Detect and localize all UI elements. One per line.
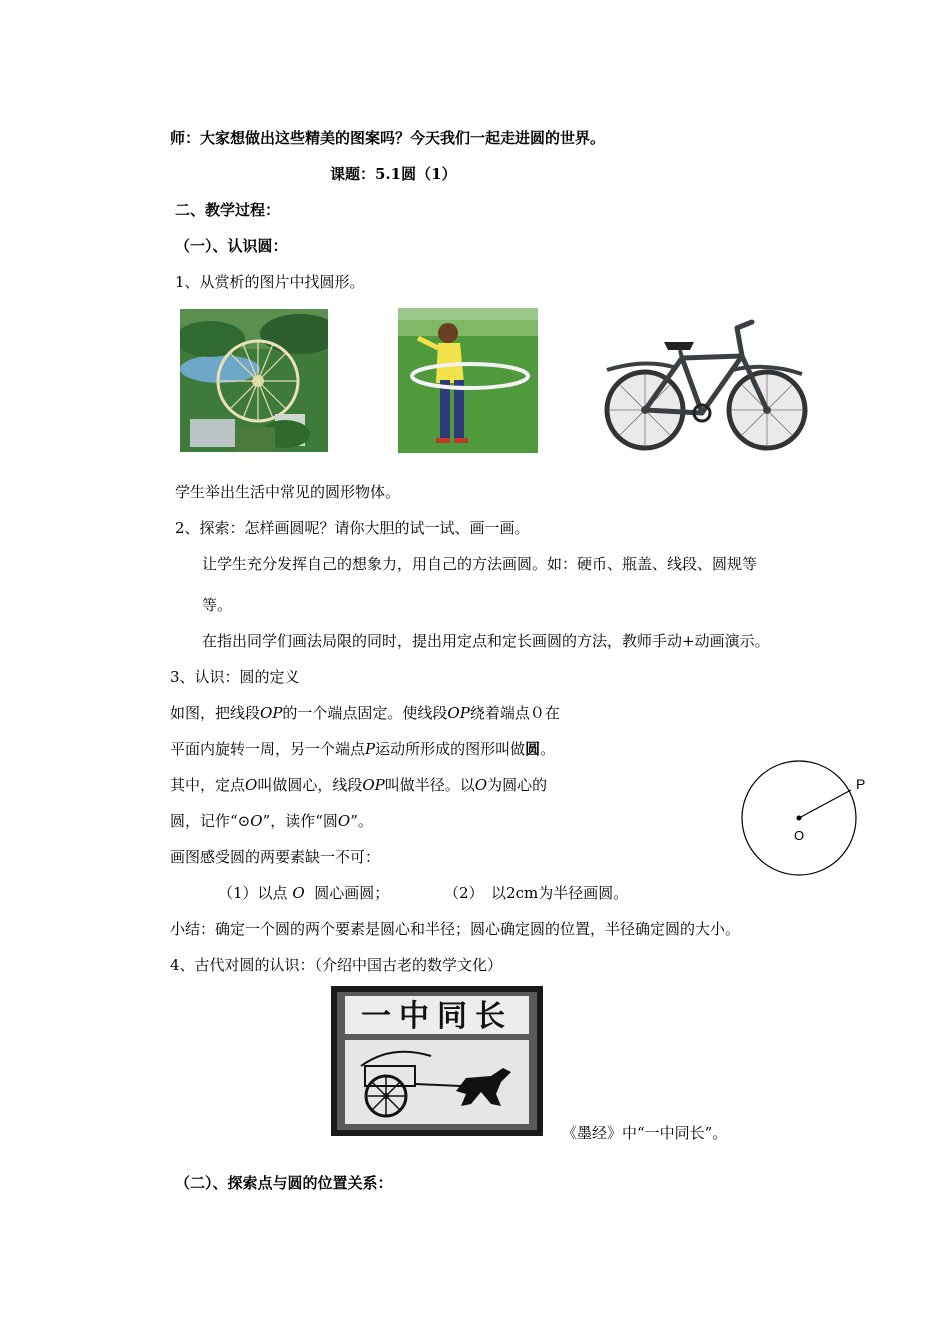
item-1: 1、从赏析的图片中找圆形。	[175, 273, 365, 291]
item-2-paragraph-1-end: 等。	[202, 596, 233, 614]
feel-text: 画图感受圆的两要素缺一不可：	[170, 848, 381, 866]
section-heading: 二、教学过程：	[175, 201, 281, 219]
label-p: P	[856, 776, 866, 792]
ancient-rubbing-image	[331, 986, 543, 1136]
lesson-topic: 课题：5.1圆（1）	[330, 165, 457, 183]
circle-diagram	[738, 760, 878, 880]
label-o: O	[793, 828, 805, 843]
radius-segment	[799, 790, 851, 818]
item-2-paragraph-2: 在指出同学们画法局限的同时，提出用定点和定长画圆的方法，教师手动+动画演示。	[202, 632, 770, 650]
item-2: 2、探索：怎样画圆呢？请你大胆的试一试、画一画。	[175, 519, 530, 537]
part-2-heading: （二）、探索点与圆的位置关系：	[175, 1174, 393, 1192]
students-example: 学生举出生活中常见的圆形物体。	[175, 483, 401, 501]
definition-line-2: 平面内旋转一周，另一个端点P运动所形成的图形叫做圆。	[170, 740, 556, 758]
task-1: （1）以点 O 圆心画圆；	[218, 884, 390, 902]
rubbing-title: 一中同长	[361, 999, 513, 1034]
ferris-wheel-photo	[180, 309, 328, 452]
task-2: （2） 以2cm为半径画圆。	[444, 884, 629, 902]
bicycle-photo	[602, 318, 810, 456]
item-4: 4、古代对圆的认识：（介绍中国古老的数学文化）	[170, 956, 503, 974]
item-2-paragraph-1: 让学生充分发挥自己的想象力，用自己的方法画圆。如：硬币、瓶盖、线段、圆规等	[202, 555, 758, 573]
hula-hoop-photo	[398, 308, 538, 453]
rubbing-caption: 《墨经》中“一中同长”。	[562, 1124, 728, 1142]
definition-line-4: 圆，记作“⊙O”，读作“圆O”。	[170, 812, 373, 830]
center-point	[797, 816, 802, 821]
definition-line-1: 如图，把线段OP的一个端点固定。使线段OP绕着端点０在	[170, 704, 560, 722]
definition-line-3: 其中，定点O叫做圆心，线段OP叫做半径。以O为圆心的	[170, 776, 548, 794]
intro-text: 师：大家想做出这些精美的图案吗？今天我们一起走进圆的世界。	[170, 129, 606, 147]
part-heading: （一）、认识圆：	[175, 237, 288, 255]
item-3: 3、认识：圆的定义	[170, 668, 300, 686]
summary-text: 小结：确定一个圆的两个要素是圆心和半径；圆心确定圆的位置，半径确定圆的大小。	[170, 920, 741, 938]
